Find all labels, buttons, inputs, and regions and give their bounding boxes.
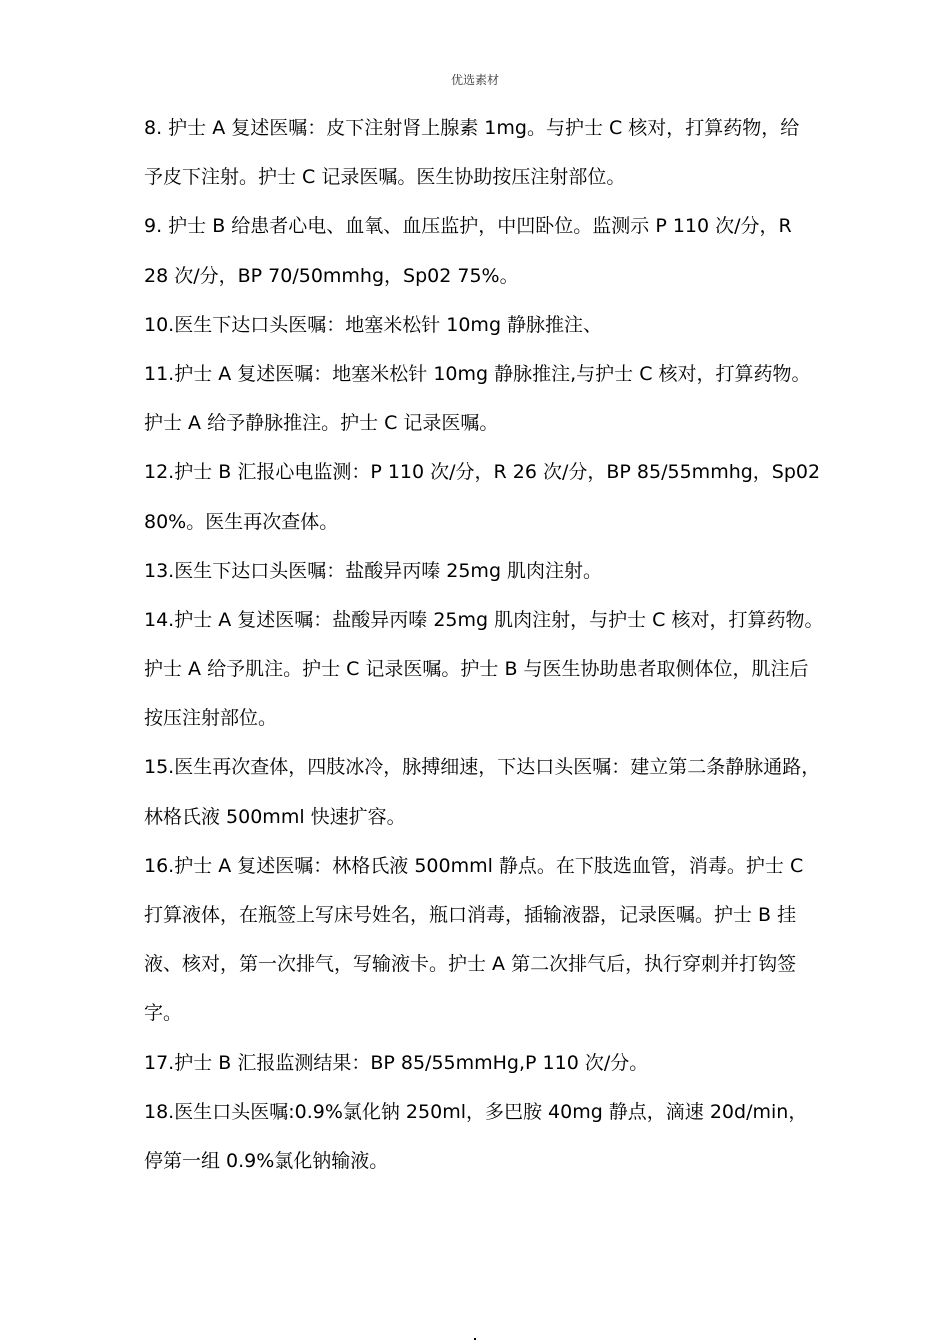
text-line: 17.护士 B 汇报监测结果：BP 85/55mmHg,P 110 次/分。 (144, 1051, 649, 1074)
text-line: 9. 护士 B 给患者心电、血氧、血压监护，中凹卧位。监测示 P 110 次/分，R (144, 215, 792, 238)
page-footer-mark (474, 1338, 476, 1340)
document-body (144, 104, 834, 1186)
text-line: 13.医生下达口头医嘱：盐酸异丙嗪 25mg 肌肉注射。 (144, 559, 603, 582)
text-line: 液、核对，第一次排气，写输液卡。护士 A 第二次排气后，执行穿刺并打钩签 (144, 953, 797, 976)
text-line: 字。 (144, 1002, 183, 1025)
text-line: 予皮下注射。护士 C 记录医嘱。医生协助按压注射部位。 (144, 166, 626, 189)
text-line: 停第一组 0.9%氯化钠输液。 (144, 1149, 389, 1172)
text-line: 18.医生口头医嘱:0.9%氯化钠 250ml，多巴胺 40mg 静点，滴速 20d/min， (144, 1100, 808, 1123)
text-line: 10.医生下达口头医嘱：地塞米松针 10mg 静脉推注、 (144, 313, 603, 336)
text-line: 11.护士 A 复述医嘱：地塞米松针 10mg 静脉推注,与护士 C 核对，打算药物。 (144, 362, 811, 385)
page-header-title: 优选素材 (450, 73, 499, 87)
text-line: 14.护士 A 复述医嘱：盐酸异丙嗪 25mg 肌肉注射，与护士 C 核对，打算药物。 (144, 608, 824, 631)
text-line: 8. 护士 A 复述医嘱：皮下注射肾上腺素 1mg。与护士 C 核对，打算药物，给 (144, 117, 800, 139)
text-line: 林格氏液 500mml 快速扩容。 (144, 805, 406, 828)
text-line: 15.医生再次查体，四肢冰冷，脉搏细速，下达口头医嘱：建立第二条静脉通路， (144, 756, 821, 779)
text-line: 按压注射部位。 (144, 707, 278, 730)
text-line: 护士 A 给予肌注。护士 C 记录医嘱。护士 B 与医生协助患者取侧体位，肌注后 (144, 658, 809, 681)
text-line: 12.护士 B 汇报心电监测：P 110 次/分，R 26 次/分，BP 85/55mmhg，Sp02 (144, 461, 821, 484)
text-line: 护士 A 给予静脉推注。护士 C 记录医嘱。 (144, 412, 499, 435)
text-line: 打算液体，在瓶签上写床号姓名，瓶口消毒，插输液器，记录医嘱。护士 B 挂 (144, 904, 797, 926)
text-line: 28 次/分，BP 70/50mmhg，Sp02 75%。 (144, 264, 519, 287)
text-line: 16.护士 A 复述医嘱：林格氏液 500mml 静点。在下肢选血管，消毒。护士 C (144, 854, 804, 877)
text-line: 80%。医生再次查体。 (144, 510, 339, 533)
